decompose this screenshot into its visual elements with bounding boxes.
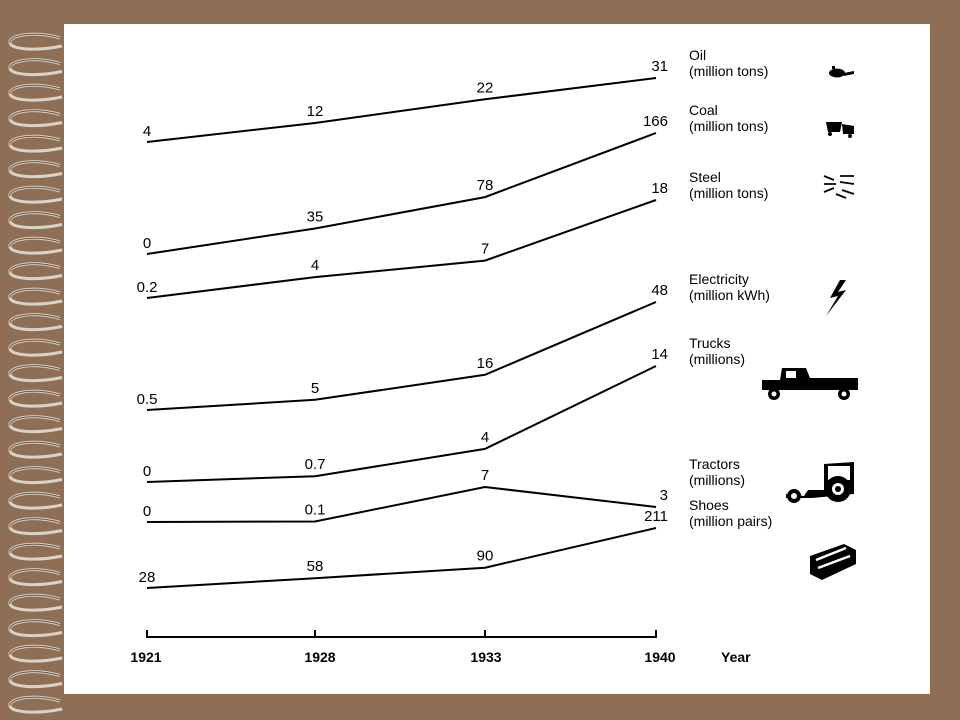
legend-unit: (million tons) [689,185,769,201]
data-label: 0 [142,235,152,252]
series-line-tractors [147,487,656,522]
data-label: 31 [651,58,668,75]
data-label: 7 [480,467,490,484]
oil-can-icon [829,66,854,78]
data-label: 7 [480,240,490,258]
series-line-steel [147,200,656,298]
data-label: 0.2 [136,279,158,296]
legend-unit: (million tons) [689,63,769,79]
lightning-icon [826,280,846,316]
data-label: 166 [642,113,668,130]
series-line-electricity [147,302,656,410]
legend-unit: (million tons) [689,118,769,134]
data-label: 35 [306,208,324,226]
data-label: 14 [651,346,668,363]
series-line-trucks [147,366,656,482]
data-label: 4 [142,123,152,140]
x-tick-label: 1940 [644,649,676,665]
data-label: 5 [310,379,320,397]
data-label: 18 [651,180,668,197]
line-chart [64,24,930,694]
series-oil [143,47,769,142]
coal-icon [826,122,854,138]
data-label: 78 [476,177,494,195]
data-label: 0 [142,463,152,480]
data-label: 0 [142,503,152,520]
data-label: 4 [480,428,490,446]
x-tick-label: 1921 [130,649,162,665]
legend-name: Shoes [689,497,729,513]
x-axis [130,630,751,665]
chart-slide [64,24,930,694]
legend-name: Coal [689,102,718,118]
data-label: 0.7 [304,456,326,474]
shoes-icon [810,544,856,580]
data-label: 3 [659,487,668,504]
legend-unit: (million kWh) [689,287,770,303]
legend-unit: (million pairs) [689,513,773,529]
series-steel [137,169,769,298]
data-label: 90 [476,547,494,565]
data-label: 22 [476,79,494,97]
x-tick-label: 1933 [470,649,502,665]
legend-unit: (millions) [689,351,745,367]
tractor-icon [786,462,854,503]
legend-name: Trucks [689,335,731,351]
truck-icon [762,368,858,400]
legend-name: Steel [689,169,721,185]
legend-name: Tractors [689,456,740,472]
series-electricity [137,271,770,410]
data-label: 16 [476,354,494,372]
data-label: 12 [306,103,324,121]
data-label: 58 [306,558,324,576]
steel-icon [824,176,854,198]
data-label: 4 [310,257,320,275]
spiral-binding [0,0,64,720]
series-line-coal [147,133,656,254]
data-label: 48 [651,282,668,299]
data-label: 0.5 [136,391,158,408]
series-trucks [143,335,745,482]
data-label: 0.1 [304,501,326,519]
data-label: 211 [644,508,668,525]
series-coal [143,102,769,254]
legend-unit: (millions) [689,472,745,488]
data-label: 28 [138,569,156,586]
series-shoes [139,497,773,588]
legend-name: Electricity [689,271,749,287]
series-line-oil [147,78,656,142]
x-axis-label: Year [721,649,751,665]
series-line-shoes [147,528,656,588]
legend-name: Oil [689,47,707,63]
x-tick-label: 1928 [304,649,336,665]
